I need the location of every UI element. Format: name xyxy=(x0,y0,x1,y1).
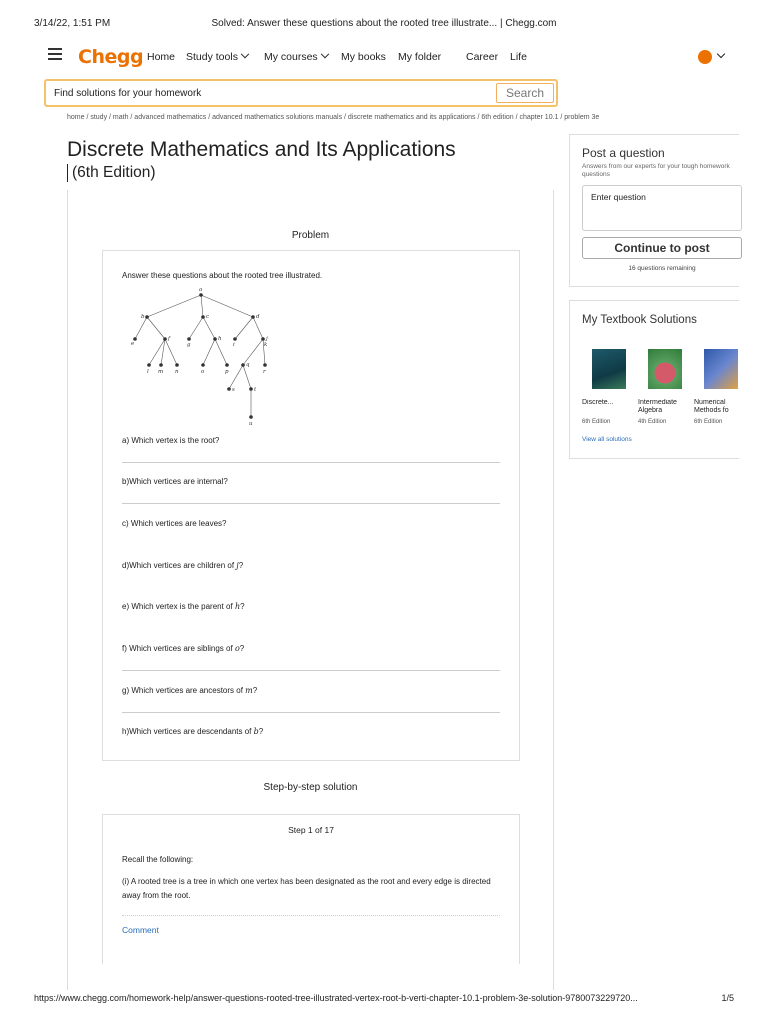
textbook-item[interactable] xyxy=(638,349,694,425)
question-divider xyxy=(122,670,500,671)
chevron-down-icon xyxy=(320,50,328,58)
nav-my-folder[interactable] xyxy=(398,51,441,63)
print-page-number: 1/5 xyxy=(721,993,734,1003)
print-url: https://www.chegg.com/homework-help/answer-questions-rooted-tree-illustrated-vertex-root-b-verti-chapter-10.1-problem-3e-solution-9780073229720... xyxy=(34,993,638,1003)
nav-my-folder-label: My folder xyxy=(398,51,442,63)
chevron-down-icon xyxy=(241,50,249,58)
nav-my-books-label: My books xyxy=(341,51,386,63)
textbook-item[interactable] xyxy=(694,349,750,425)
book-edition-label: 4th Edition xyxy=(638,419,667,425)
search-button[interactable]: Search xyxy=(496,83,554,103)
nav-life-label: Life xyxy=(510,51,527,63)
question-h: h)Which vertices are descendants of b? xyxy=(122,727,264,736)
nav-home-label: Home xyxy=(147,51,176,63)
book-name: Numerical Methods fo xyxy=(694,399,729,414)
question-divider xyxy=(122,462,500,463)
book-title: Discrete Mathematics and Its Applications xyxy=(67,138,456,161)
question-a: a) Which vertex is the root? xyxy=(122,436,220,445)
tree-label-m: m xyxy=(158,369,164,375)
tree-label-h: h xyxy=(218,336,222,342)
solution-heading: Step-by-step solution xyxy=(263,782,358,793)
book-cover-image xyxy=(592,349,626,389)
nav-study-tools[interactable] xyxy=(186,51,248,63)
tree-label-q: q xyxy=(246,362,250,368)
problem-box xyxy=(102,250,520,761)
tree-label-o: o xyxy=(201,369,205,375)
step-counter: Step 1 of 17 xyxy=(288,825,334,835)
tree-label-g: g xyxy=(187,342,191,348)
print-datetime: 3/14/22, 1:51 PM xyxy=(34,18,111,29)
post-question-title: Post a question xyxy=(582,146,665,160)
nav-study-tools-label: Study tools xyxy=(186,51,238,63)
search-bar xyxy=(44,79,558,107)
nav-my-courses[interactable] xyxy=(264,51,328,63)
tree-label-k: k xyxy=(264,342,268,348)
chegg-logo[interactable]: Chegg xyxy=(78,46,144,68)
nav-home[interactable] xyxy=(147,51,175,63)
tree-label-r: r xyxy=(263,369,266,375)
nav-my-courses-label: My courses xyxy=(264,51,318,63)
solution-definition-text: (i) A rooted tree is a tree in which one vertex has been designated as the root and every edge is directed away from the root. xyxy=(122,877,491,900)
tree-label-l: l xyxy=(147,369,149,375)
chevron-down-icon[interactable] xyxy=(717,50,725,58)
book-edition-label: 6th Edition xyxy=(694,419,723,425)
book-cover-image xyxy=(704,349,738,389)
nav-life[interactable] xyxy=(510,51,527,63)
tree-label-i: i xyxy=(233,342,235,348)
print-page-title: Solved: Answer these questions about the rooted tree illustrate... | Chegg.com xyxy=(211,18,557,29)
nav-career-label: Career xyxy=(466,51,499,63)
textbook-solutions-title: My Textbook Solutions xyxy=(582,314,697,326)
tree-label-u: u xyxy=(249,421,253,425)
tree-label-n: n xyxy=(175,369,179,375)
tree-label-t: t xyxy=(254,387,257,393)
questions-remaining: 16 questions remaining xyxy=(628,265,696,272)
print-footer xyxy=(34,993,734,1007)
question-f: f) Which vertices are siblings of o? xyxy=(122,644,245,653)
post-question-subtitle: Answers from our experts for your tough homework questions xyxy=(582,163,730,178)
tree-label-j: j xyxy=(266,336,268,342)
question-d: d)Which vertices are children of j? xyxy=(122,561,244,570)
top-navigation xyxy=(46,44,738,72)
question-e: e) Which vertex is the parent of h? xyxy=(122,602,245,611)
book-cover-image xyxy=(648,349,682,389)
solution-step-box xyxy=(102,814,520,964)
question-b: b)Which vertices are internal? xyxy=(122,477,228,486)
print-header xyxy=(34,18,734,32)
book-edition-label: 6th Edition xyxy=(582,419,611,425)
tree-label-c: c xyxy=(206,314,210,320)
textbook-item[interactable] xyxy=(582,349,638,425)
tree-labels xyxy=(131,287,268,425)
my-textbook-solutions-panel xyxy=(569,300,739,459)
tree-label-f: f xyxy=(168,336,171,342)
question-g: g) Which vertices are ancestors of m? xyxy=(122,686,258,695)
comment-link[interactable]: Comment xyxy=(122,925,159,935)
search-input[interactable] xyxy=(54,85,484,101)
question-input[interactable] xyxy=(582,185,742,231)
book-name: Intermediate Algebra xyxy=(638,399,677,414)
tree-label-e: e xyxy=(131,341,135,347)
post-question-panel xyxy=(569,134,739,287)
problem-intro: Answer these questions about the rooted tree illustrated. xyxy=(122,271,323,280)
hamburger-menu-icon[interactable] xyxy=(48,48,62,60)
book-name: Discrete... xyxy=(582,399,614,406)
tree-label-a: a xyxy=(199,287,203,293)
tree-label-b: b xyxy=(141,314,145,320)
book-edition: (6th Edition) xyxy=(67,164,156,182)
breadcrumb[interactable]: home / study / math / advanced mathematics / advanced mathematics solutions manuals / discrete mathematics and its applications / 6th edition / chapter 10.1 / problem 3e xyxy=(67,114,600,121)
view-all-solutions-link[interactable]: View all solutions xyxy=(582,436,632,443)
question-divider xyxy=(122,712,500,713)
nav-career[interactable] xyxy=(466,51,498,63)
tree-label-s: s xyxy=(232,387,235,393)
solution-divider xyxy=(122,915,500,916)
tree-label-p: p xyxy=(225,369,229,375)
question-divider xyxy=(122,503,500,504)
question-c: c) Which vertices are leaves? xyxy=(122,519,227,528)
problem-heading: Problem xyxy=(291,230,330,241)
nav-my-books[interactable] xyxy=(341,51,386,63)
solution-recall-text: Recall the following: xyxy=(122,855,194,864)
tree-label-d: d xyxy=(256,314,260,320)
continue-to-post-button[interactable]: Continue to post xyxy=(582,237,742,259)
rooted-tree-figure xyxy=(123,285,283,425)
avatar[interactable] xyxy=(698,50,712,64)
